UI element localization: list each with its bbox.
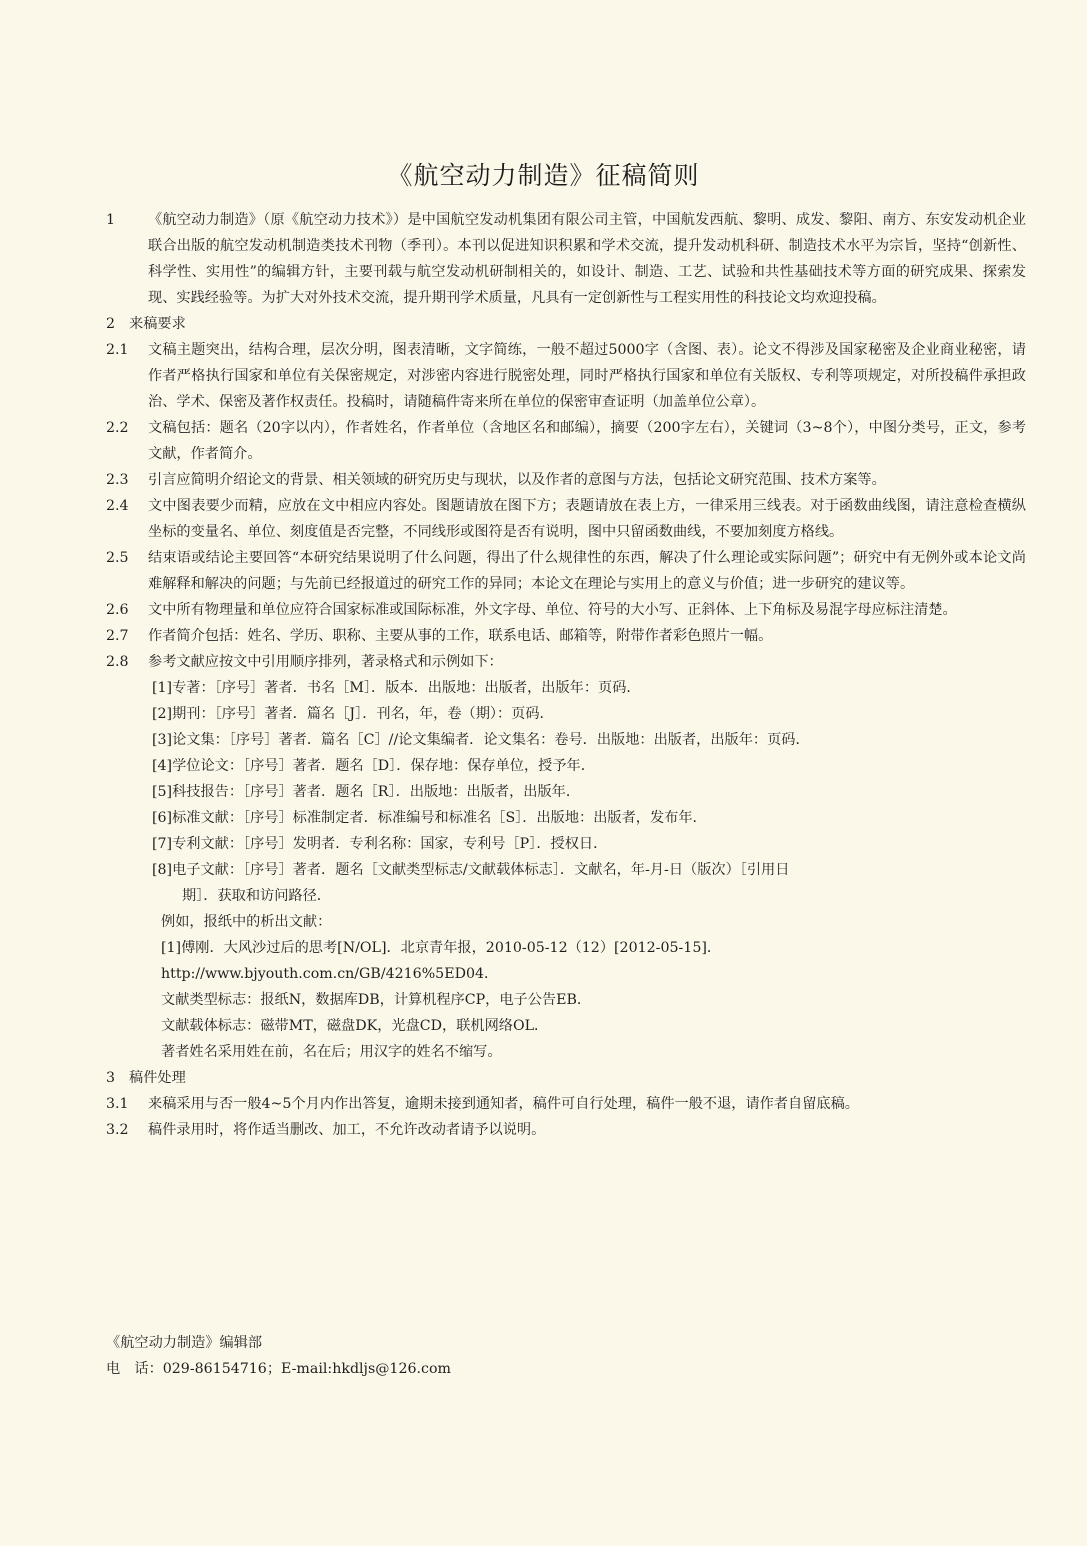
reference-format-2: [2]期刊：［序号］著者．篇名［J］．刊名，年，卷（期）：页码．: [152, 706, 554, 722]
item-text: 作者简介包括：姓名、学历、职称、主要从事的工作，联系电话、邮箱等，附带作者彩色照片一幅。: [148, 628, 773, 644]
item-2-8: [106, 649, 1026, 675]
section-text: 《航空动力制造》（原《航空动力技术》）是中国航空发动机集团有限公司主管，中国航发西航、黎明、成发、黎阳、南方、东安发动机企业联合出版的航空发动机制造类技术刊物（季刊）。本刊以促进知识积累和学术交流，提升发动机科研、制造技术水平为宗旨，坚持“创新性、科学性、实用性”的编辑方针，主要刊载与航空发动机研制相关的，如设计、制造、工艺、试验和共性基础技术等方面的研究成果、探索发现、实践经验等。为扩大对外技术交流，提升期刊学术质量，凡具有一定创新性与工程实用性的科技论文均欢迎投稿。: [148, 212, 1026, 306]
item-text: 文中所有物理量和单位应符合国家标准或国际标准，外文字母、单位、符号的大小写、正斜体、上下角标及易混字母应标注清楚。: [148, 602, 957, 618]
section-number: 1: [106, 212, 116, 228]
item-text: 引言应简明介绍论文的背景、相关领域的研究历史与现状，以及作者的意图与方法，包括论文研究范围、技术方案等。: [148, 472, 886, 488]
example-intro: 例如，报纸中的析出文献：: [161, 914, 332, 930]
page-title: 《航空动力制造》征稿简则: [387, 161, 700, 190]
contact-info: 电 话：029-86154716；E-mail:hkdljs@126.com: [106, 1361, 451, 1377]
section-2-heading: [106, 311, 1026, 337]
item-number: 2.8: [106, 654, 129, 670]
section-1: [106, 207, 1026, 311]
reference-format-6: [6]标准文献：［序号］标准制定者．标准编号和标准名［S］．出版地：出版者，发布年．: [152, 810, 707, 826]
reference-format-5: [5]科技报告：［序号］著者．题名［R］．出版地：出版者，出版年．: [152, 784, 581, 800]
item-3-1: [106, 1091, 1026, 1117]
item-text: 参考文献应按文中引用顺序排列，著录格式和示例如下：: [148, 654, 503, 670]
section-number: 2: [106, 316, 116, 332]
example-url: http://www.bjyouth.com.cn/GB/4216%5ED04．: [161, 966, 499, 982]
reference-format-4: [4]学位论文：［序号］著者．题名［D］．保存地：保存单位，授予年．: [152, 758, 595, 774]
submission-guidelines: [106, 207, 1026, 1143]
item-2-4: [106, 493, 1026, 545]
section-3-heading: [106, 1065, 1026, 1091]
section-heading: 来稿要求: [129, 316, 186, 332]
item-number: 2.1: [106, 342, 129, 358]
item-text: 结束语或结论主要回答“本研究结果说明了什么问题，得出了什么规律性的东西，解决了什么理论或实际问题”；研究中有无例外或本论文尚难解释和解决的问题；与先前已经报道过的研究工作的异同；本论文在理论与实用上的意义与价值；进一步研究的建议等。: [148, 550, 1026, 592]
item-2-6: [106, 597, 1026, 623]
item-2-7: [106, 623, 1026, 649]
item-number: 3.1: [106, 1096, 129, 1112]
item-text: 文稿主题突出，结构合理，层次分明，图表清晰，文字简练，一般不超过5000字（含图、表）。论文不得涉及国家秘密及企业商业秘密，请作者严格执行国家和单位有关保密规定，对涉密内容进行脱密处理，同时严格执行国家和单位有关版权、专利等项规定，对所投稿件承担政治、学术、保密及著作权责任。投稿时，请随稿件寄来所在单位的保密审查证明（加盖单位公章）。: [148, 342, 1026, 410]
document-carrier-marks: 文献载体标志：磁带MT，磁盘DK，光盘CD，联机网络OL．: [161, 1018, 549, 1034]
author-name-rule: 著者姓名采用姓在前，名在后；用汉字的姓名不缩写。: [161, 1044, 502, 1060]
document-type-marks: 文献类型标志：报纸N，数据库DB，计算机程序CP，电子公告EB．: [161, 992, 592, 1008]
item-number: 3.2: [106, 1122, 129, 1138]
item-text: 文稿包括：题名（20字以内），作者姓名，作者单位（含地区名和邮编），摘要（200字左右），关键词（3~8个），中图分类号，正文，参考文献，作者简介。: [148, 420, 1026, 462]
item-2-1: [106, 337, 1026, 415]
reference-format-7: [7]专利文献：［序号］发明者．专利名称：国家，专利号［P］．授权日．: [152, 836, 608, 852]
item-text: 来稿采用与否一般4~5个月内作出答复，逾期未接到通知者，稿件可自行处理，稿件一般不退，请作者自留底稿。: [148, 1096, 859, 1112]
section-number: 3: [106, 1070, 116, 1086]
item-number: 2.7: [106, 628, 129, 644]
item-number: 2.3: [106, 472, 129, 488]
reference-format-1: [1]专著：［序号］著者．书名［M］．版本．出版地：出版者，出版年：页码．: [152, 680, 641, 696]
item-number: 2.4: [106, 498, 129, 514]
item-3-2: [106, 1117, 1026, 1143]
item-number: 2.6: [106, 602, 129, 618]
editorial-office: 《航空动力制造》编辑部: [106, 1335, 263, 1351]
editorial-footer: [106, 1330, 451, 1382]
section-heading: 稿件处理: [129, 1070, 186, 1086]
item-2-5: [106, 545, 1026, 597]
reference-format-8-line-2: 期］．获取和访问路径．: [182, 888, 331, 904]
item-number: 2.5: [106, 550, 129, 566]
item-2-3: [106, 467, 1026, 493]
item-2-2: [106, 415, 1026, 467]
reference-format-8-line-1: [8]电子文献：［序号］著者．题名［文献类型标志/文献载体标志］．文献名，年-月-日（版次）［引用日: [152, 862, 790, 878]
reference-format-8: [152, 857, 1026, 909]
item-number: 2.2: [106, 420, 129, 436]
reference-format-3: [3]论文集：［序号］著者．篇名［C］//论文集编者．论文集名：卷号．出版地：出版者，出版年：页码．: [152, 732, 810, 748]
example-reference: [1]傅刚．大风沙过后的思考[N/OL]．北京青年报，2010-05-12（12）[2012-05-15]．: [161, 940, 722, 956]
item-text: 文中图表要少而精，应放在文中相应内容处。图题请放在图下方；表题请放在表上方，一律采用三线表。对于函数曲线图，请注意检查横纵坐标的变量名、单位、刻度值是否完整，不同线形或图符是否有说明，图中只留函数曲线，不要加刻度方格线。: [148, 498, 1026, 540]
item-text: 稿件录用时，将作适当删改、加工，不允许改动者请予以说明。: [148, 1122, 546, 1138]
